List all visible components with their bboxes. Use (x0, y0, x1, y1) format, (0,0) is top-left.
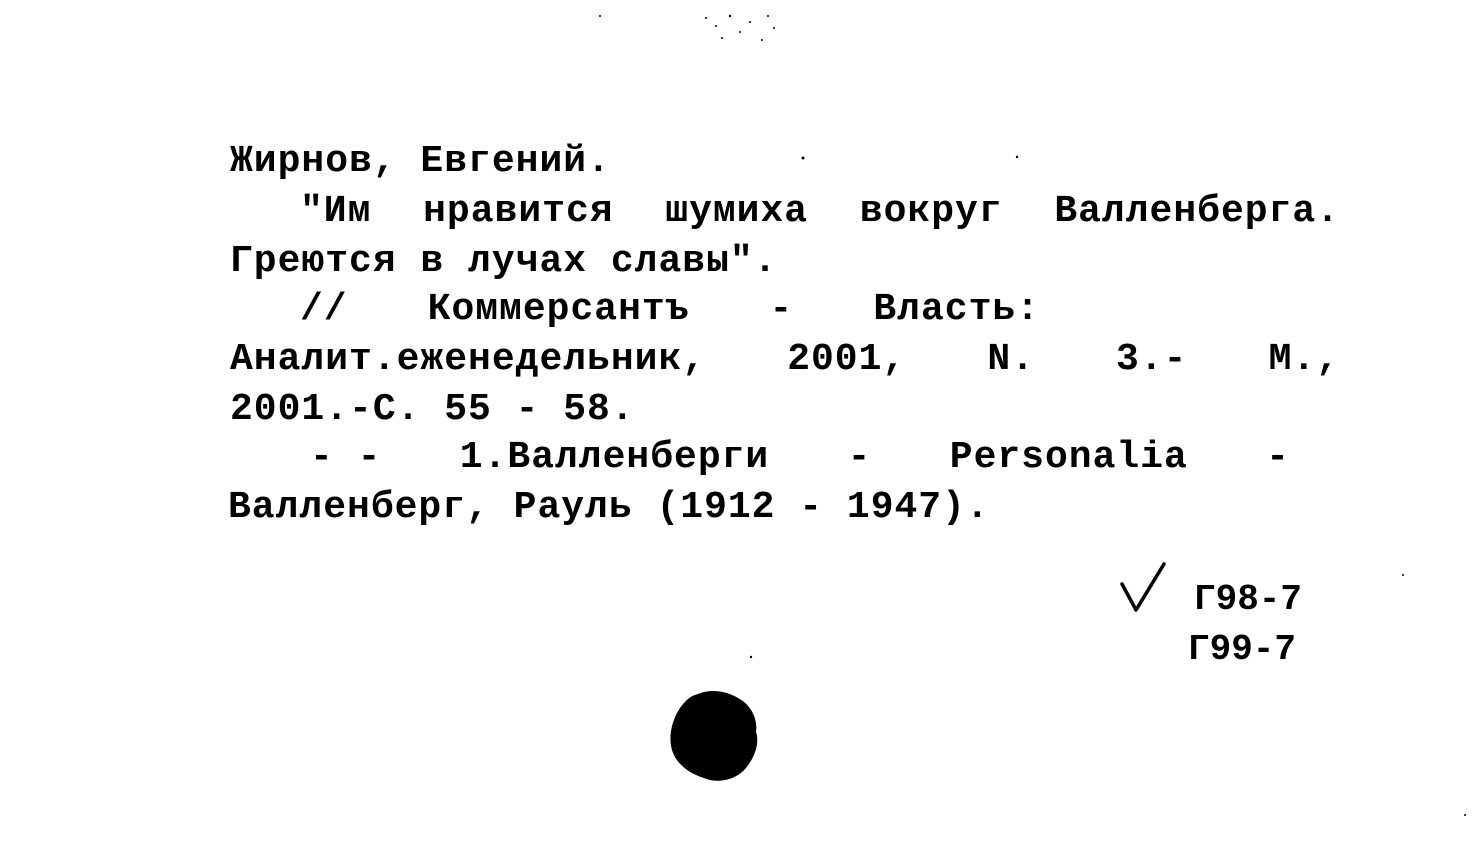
subject-line-2: Валленберг, Рауль (1912 - 1947). (228, 486, 990, 529)
title-line-1 (300, 188, 1340, 236)
author-line: Жирнов, Евгений. (230, 140, 611, 183)
ink-blot-icon (668, 688, 760, 784)
source-line-1 (300, 286, 1040, 334)
source-word: N. (987, 338, 1035, 381)
title-word: нравится (423, 190, 614, 233)
scan-dot (1462, 812, 1468, 818)
source-word: 2001, (787, 338, 907, 381)
shelf-code-1: Г98-7 (1194, 579, 1303, 620)
title-line-2: Греются в лучах славы". (230, 240, 778, 283)
shelf-code-2: Г99-7 (1188, 629, 1297, 670)
scan-dot (800, 155, 806, 161)
source-line-3: 2001.-С. 55 - 58. (230, 388, 635, 431)
check-mark-icon (1118, 560, 1170, 616)
subject-word: - - (310, 436, 382, 479)
title-word: "Им (300, 190, 372, 233)
scan-noise-speckle (590, 4, 810, 54)
scan-dot (1014, 154, 1020, 160)
scan-dot (1400, 572, 1406, 578)
title-word: Валленберга. (1054, 190, 1340, 233)
subject-word: Personalia (949, 436, 1188, 479)
scan-dot (748, 654, 754, 660)
subject-word: - (1266, 436, 1290, 479)
source-word: - (769, 288, 794, 331)
source-line-2 (230, 336, 1340, 384)
source-word: // (300, 288, 348, 331)
source-word: Власть: (873, 288, 1040, 331)
title-word: вокруг (859, 190, 1003, 233)
source-word: М., (1268, 338, 1340, 381)
title-word: шумиха (665, 190, 809, 233)
source-word: Коммерсантъ (427, 288, 690, 331)
source-word: Аналит.еженедельник, (230, 338, 707, 381)
subject-line-1 (310, 434, 1290, 482)
source-word: 3.- (1116, 338, 1188, 381)
subject-word: 1.Валленберги (459, 436, 770, 479)
subject-word: - (847, 436, 872, 479)
